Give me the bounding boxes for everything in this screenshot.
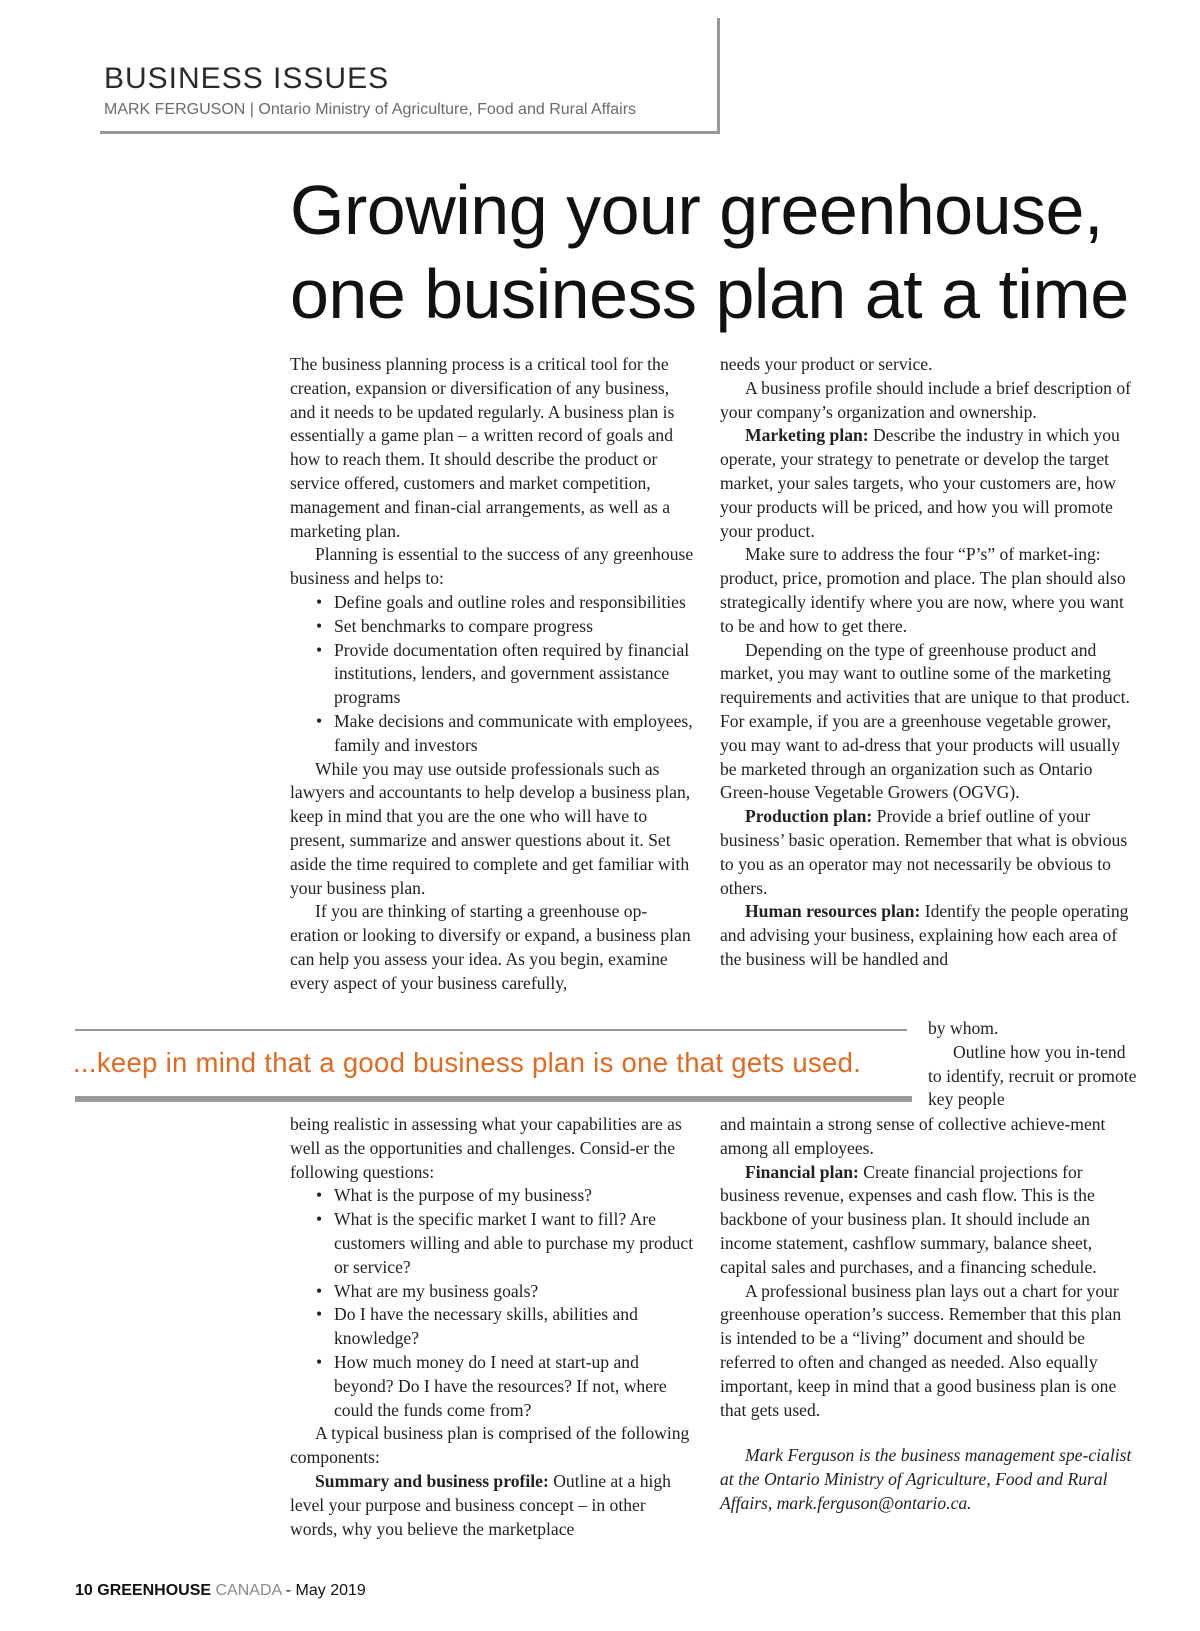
- article-column-lower-right: [720, 1113, 1132, 1516]
- production-plan-paragraph: [720, 805, 1132, 900]
- paragraph: Make sure to address the four “P’s” of market-ing: product, price, promotion and place. The plan should also strategically identify where you are now, where you want to be and how to get there.: [720, 544, 1126, 636]
- questions-list: [290, 1184, 695, 1422]
- production-plan-label: Production plan:: [745, 806, 873, 827]
- article-column-lower-left: [290, 1113, 695, 1541]
- summary-paragraph: [290, 1470, 695, 1541]
- paragraph: A typical business plan is comprised of the following components:: [290, 1423, 690, 1468]
- page-footer: [75, 1583, 366, 1599]
- list-item: • Do I have the necessary skills, abilities and knowledge?: [290, 1303, 695, 1351]
- paragraph: and maintain a strong sense of collective achieve-ment among all employees.: [720, 1114, 1106, 1158]
- issue-date: - May 2019: [281, 1582, 366, 1599]
- paragraph: Planning is essential to the success of any greenhouse business and helps to:: [290, 544, 694, 589]
- list-item: • What is the specific market I want to fill? Are customers willing and able to purchase my product or service?: [290, 1208, 695, 1279]
- paragraph: While you may use outside professionals such as lawyers and accountants to help develop a business plan, keep in mind that you are the one who will have to present, summarize and answer questions about it. Set aside the time required to complete and get familiar with your business plan.: [290, 758, 691, 898]
- article-column-upper-left: [290, 353, 695, 996]
- header-rule-vertical: [717, 18, 720, 134]
- article-column-wrap: [928, 1017, 1140, 1112]
- list-item: • How much money do I need at start-up and beyond? Do I have the resources? If not, where could the funds come from?: [290, 1351, 695, 1422]
- paragraph: needs your product or service.: [720, 354, 933, 374]
- paragraph: Depending on the type of greenhouse product and market, you may want to outline some of the marketing requirements and activities that are unique to that product. For example, if you are a greenhouse vegetable grower, you may want to ad-dress that your products will usually be marketed through an organization such as Ontario Green-house Vegetable Growers (OGVG).: [720, 639, 1130, 803]
- financial-plan-paragraph: [720, 1161, 1132, 1280]
- list-item: • What are my business goals?: [290, 1280, 695, 1304]
- marketing-plan-text: Describe the industry in which you operate, your strategy to penetrate or develop the target market, your sales targets, who your customers are, how your products will be priced, and how you will promote your product.: [720, 425, 1120, 541]
- author-bio: Mark Ferguson is the business management spe-cialist at the Ontario Ministry of Agriculture, Food and Rural Affairs, mark.ferguson@ontario.ca.: [720, 1445, 1132, 1513]
- list-item: • Define goals and outline roles and responsibilities: [290, 591, 695, 615]
- headline-line-1: Growing your greenhouse,: [290, 171, 1103, 249]
- summary-text: Outline at a high level your purpose and business concept – in other words, why you believe the marketplace: [290, 1470, 671, 1539]
- section-title: BUSINESS ISSUES: [104, 62, 390, 95]
- hr-plan-label: Human resources plan:: [745, 901, 921, 922]
- publication-name: GREENHOUSE: [97, 1582, 212, 1599]
- paragraph: being realistic in assessing what your capabilities are as well as the opportunities and challenges. Consid-er the following questions:: [290, 1114, 682, 1182]
- financial-plan-text: Create financial projections for business revenue, expenses and cash flow. This is the backbone of your business plan. It should include an income statement, cashflow summary, balance sheet, capital sales and purchases, and a financing schedule.: [720, 1161, 1097, 1277]
- paragraph: The business planning process is a critical tool for the creation, expansion or diversification of any business, and it needs to be updated regularly. A business plan is essentially a game plan – a written record of goals and how to reach them. It should describe the product or service offered, customers and market competition, management and finan-cial arrangements, as well as a marketing plan.: [290, 354, 675, 541]
- headline: [290, 168, 1129, 336]
- list-item: • Make decisions and communicate with employees, family and investors: [290, 710, 695, 758]
- hr-plan-text: Identify the people operating and advising your business, explaining how each area of the business will be handled and: [720, 901, 1129, 969]
- paragraph: If you are thinking of starting a greenhouse op-eration or looking to diversify or expand, a business plan can help you assess your idea. As you begin, examine every aspect of your business carefully,: [290, 901, 691, 993]
- production-plan-text: Provide a brief outline of your business’ basic operation. Remember that what is obvious to you as an operator may not necessarily be obvious to others.: [720, 806, 1128, 898]
- benefits-list: [290, 591, 695, 758]
- pull-quote-rule-bottom: [75, 1096, 912, 1102]
- list-item: • Provide documentation often required by financial institutions, lenders, and government assistance programs: [290, 639, 695, 710]
- paragraph: A professional business plan lays out a chart for your greenhouse operation’s success. Remember that this plan is intended to be a “living” document and should be referred to often and changed as needed. Also equally important, keep in mind that a good business plan is one that gets used.: [720, 1280, 1122, 1420]
- list-item: • Set benchmarks to compare progress: [290, 615, 695, 639]
- marketing-plan-label: Marketing plan:: [745, 425, 869, 446]
- paragraph: Outline how you in-tend to identify, recruit or promote key people: [928, 1041, 1137, 1110]
- hr-plan-paragraph: [720, 900, 1132, 971]
- headline-line-2: one business plan at a time: [290, 255, 1129, 333]
- publication-name-country: CANADA: [211, 1582, 282, 1599]
- header-rule: [100, 131, 719, 134]
- article-column-upper-right: [720, 353, 1132, 972]
- byline: MARK FERGUSON | Ontario Ministry of Agriculture, Food and Rural Affairs: [104, 101, 637, 118]
- marketing-plan-paragraph: [720, 424, 1132, 543]
- summary-label: Summary and business profile:: [315, 1470, 549, 1491]
- pull-quote: ...keep in mind that a good business plan is one that gets used.: [73, 1047, 862, 1078]
- paragraph: A business profile should include a brief description of your company’s organization and ownership.: [720, 377, 1132, 422]
- pull-quote-rule-top: [75, 1029, 907, 1031]
- list-item: • What is the purpose of my business?: [290, 1184, 695, 1208]
- paragraph: by whom.: [928, 1018, 999, 1038]
- financial-plan-label: Financial plan:: [745, 1161, 859, 1182]
- page-number: 10: [75, 1582, 98, 1599]
